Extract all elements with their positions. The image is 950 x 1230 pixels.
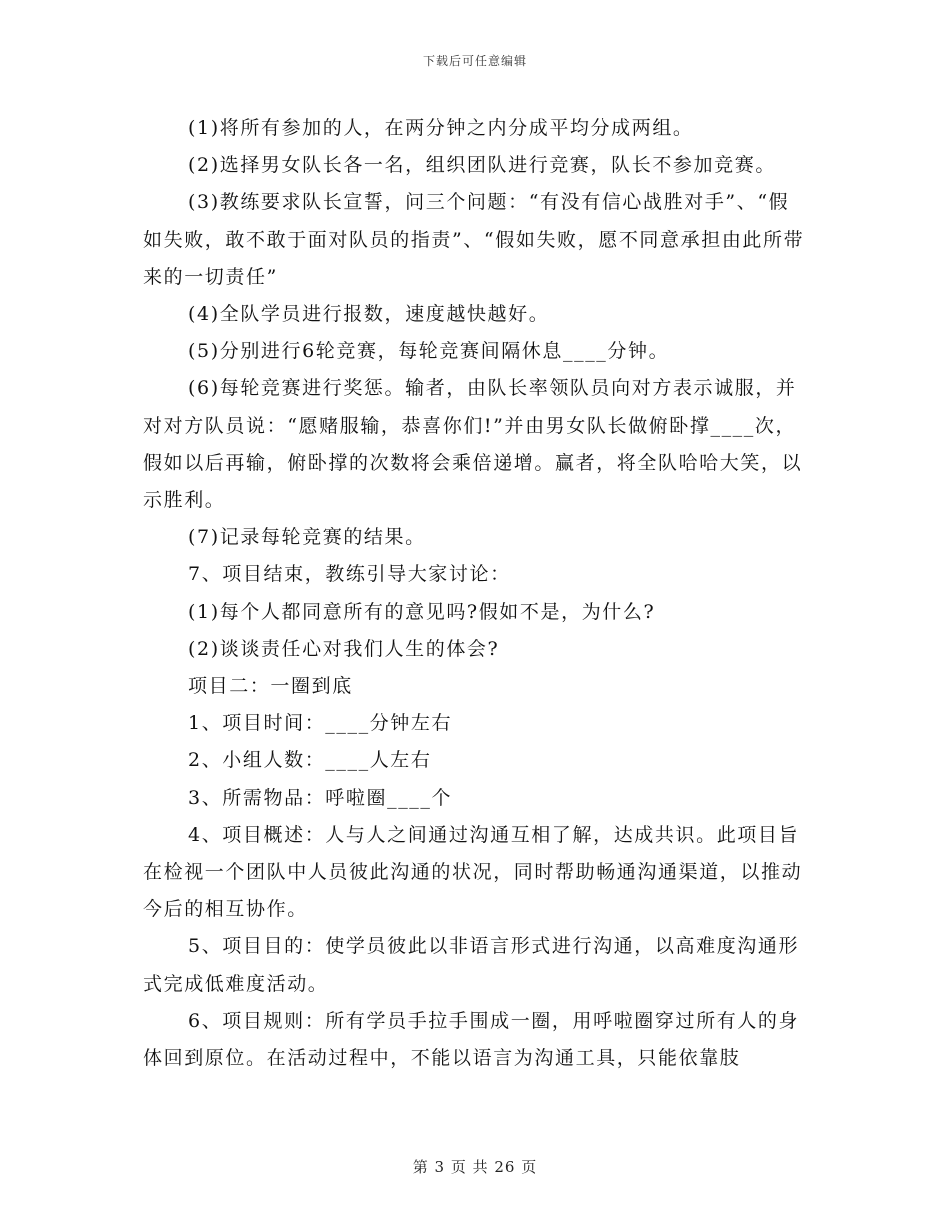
paragraph-6: (6)每轮竞赛进行奖惩。输者，由队长率领队员向对方表示诚服，并对对方队员说：“愿赌服输，恭喜你们!”并由男女队长做俯卧撑____次，假如以后再输，俯卧撑的次数将会乘倍递增。赢者，将全队哈哈大笑，以示胜利。 bbox=[143, 377, 803, 512]
paragraph-4: (4)全队学员进行报数，速度越快越好。 bbox=[188, 303, 550, 326]
page-header-note: 下载后可任意编辑 bbox=[422, 54, 527, 68]
document-body bbox=[143, 110, 808, 1077]
discussion-question-2: (2)谈谈责任心对我们人生的体会? bbox=[188, 637, 500, 660]
project-two-purpose: 5、项目目的：使学员彼此以非语言形式进行沟通，以高难度沟通形式完成低难度活动。 bbox=[143, 935, 800, 995]
paragraph-3: (3)教练要求队长宣誓，问三个问题：“有没有信心战胜对手”、“假如失败，敢不敢于面对队员的指责”、“假如失败，愿不同意承担由此所带来的一切责任” bbox=[143, 191, 805, 288]
project-two-group-size: 2、小组人数：____人左右 bbox=[188, 749, 432, 772]
project-two-title: 项目二：一圈到底 bbox=[188, 675, 353, 698]
project-two-materials: 3、所需物品：呼啦圈____个 bbox=[188, 786, 453, 809]
paragraph-7: (7)记录每轮竞赛的结果。 bbox=[188, 526, 426, 549]
paragraph-1: (1)将所有参加的人，在两分钟之内分成平均分成两组。 bbox=[188, 117, 694, 139]
page-number: 第 3 页 共 26 页 bbox=[412, 1158, 538, 1176]
discussion-question-1: (1)每个人都同意所有的意见吗?假如不是，为什么? bbox=[188, 600, 656, 623]
project-two-rules: 6、项目规则：所有学员手拉手围成一圈，用呼啦圈穿过所有人的身体回到原位。在活动过程中，不能以语言为沟通工具，只能依靠肢 bbox=[143, 1009, 800, 1070]
section-item-7: 7、项目结束，教练引导大家讨论： bbox=[188, 563, 511, 586]
project-two-time: 1、项目时间：____分钟左右 bbox=[188, 712, 453, 735]
paragraph-5: (5)分别进行6轮竞赛，每轮竞赛间隔休息____分钟。 bbox=[188, 340, 670, 363]
project-two-overview: 4、项目概述：人与人之间通过沟通互相了解，达成共识。此项目旨在检视一个团队中人员彼此沟通的状况，同时帮助畅通沟通渠道，以推动今后的相互协作。 bbox=[143, 823, 803, 921]
paragraph-2: (2)选择男女队长各一名，组织团队进行竞赛，队长不参加竞赛。 bbox=[188, 154, 776, 177]
